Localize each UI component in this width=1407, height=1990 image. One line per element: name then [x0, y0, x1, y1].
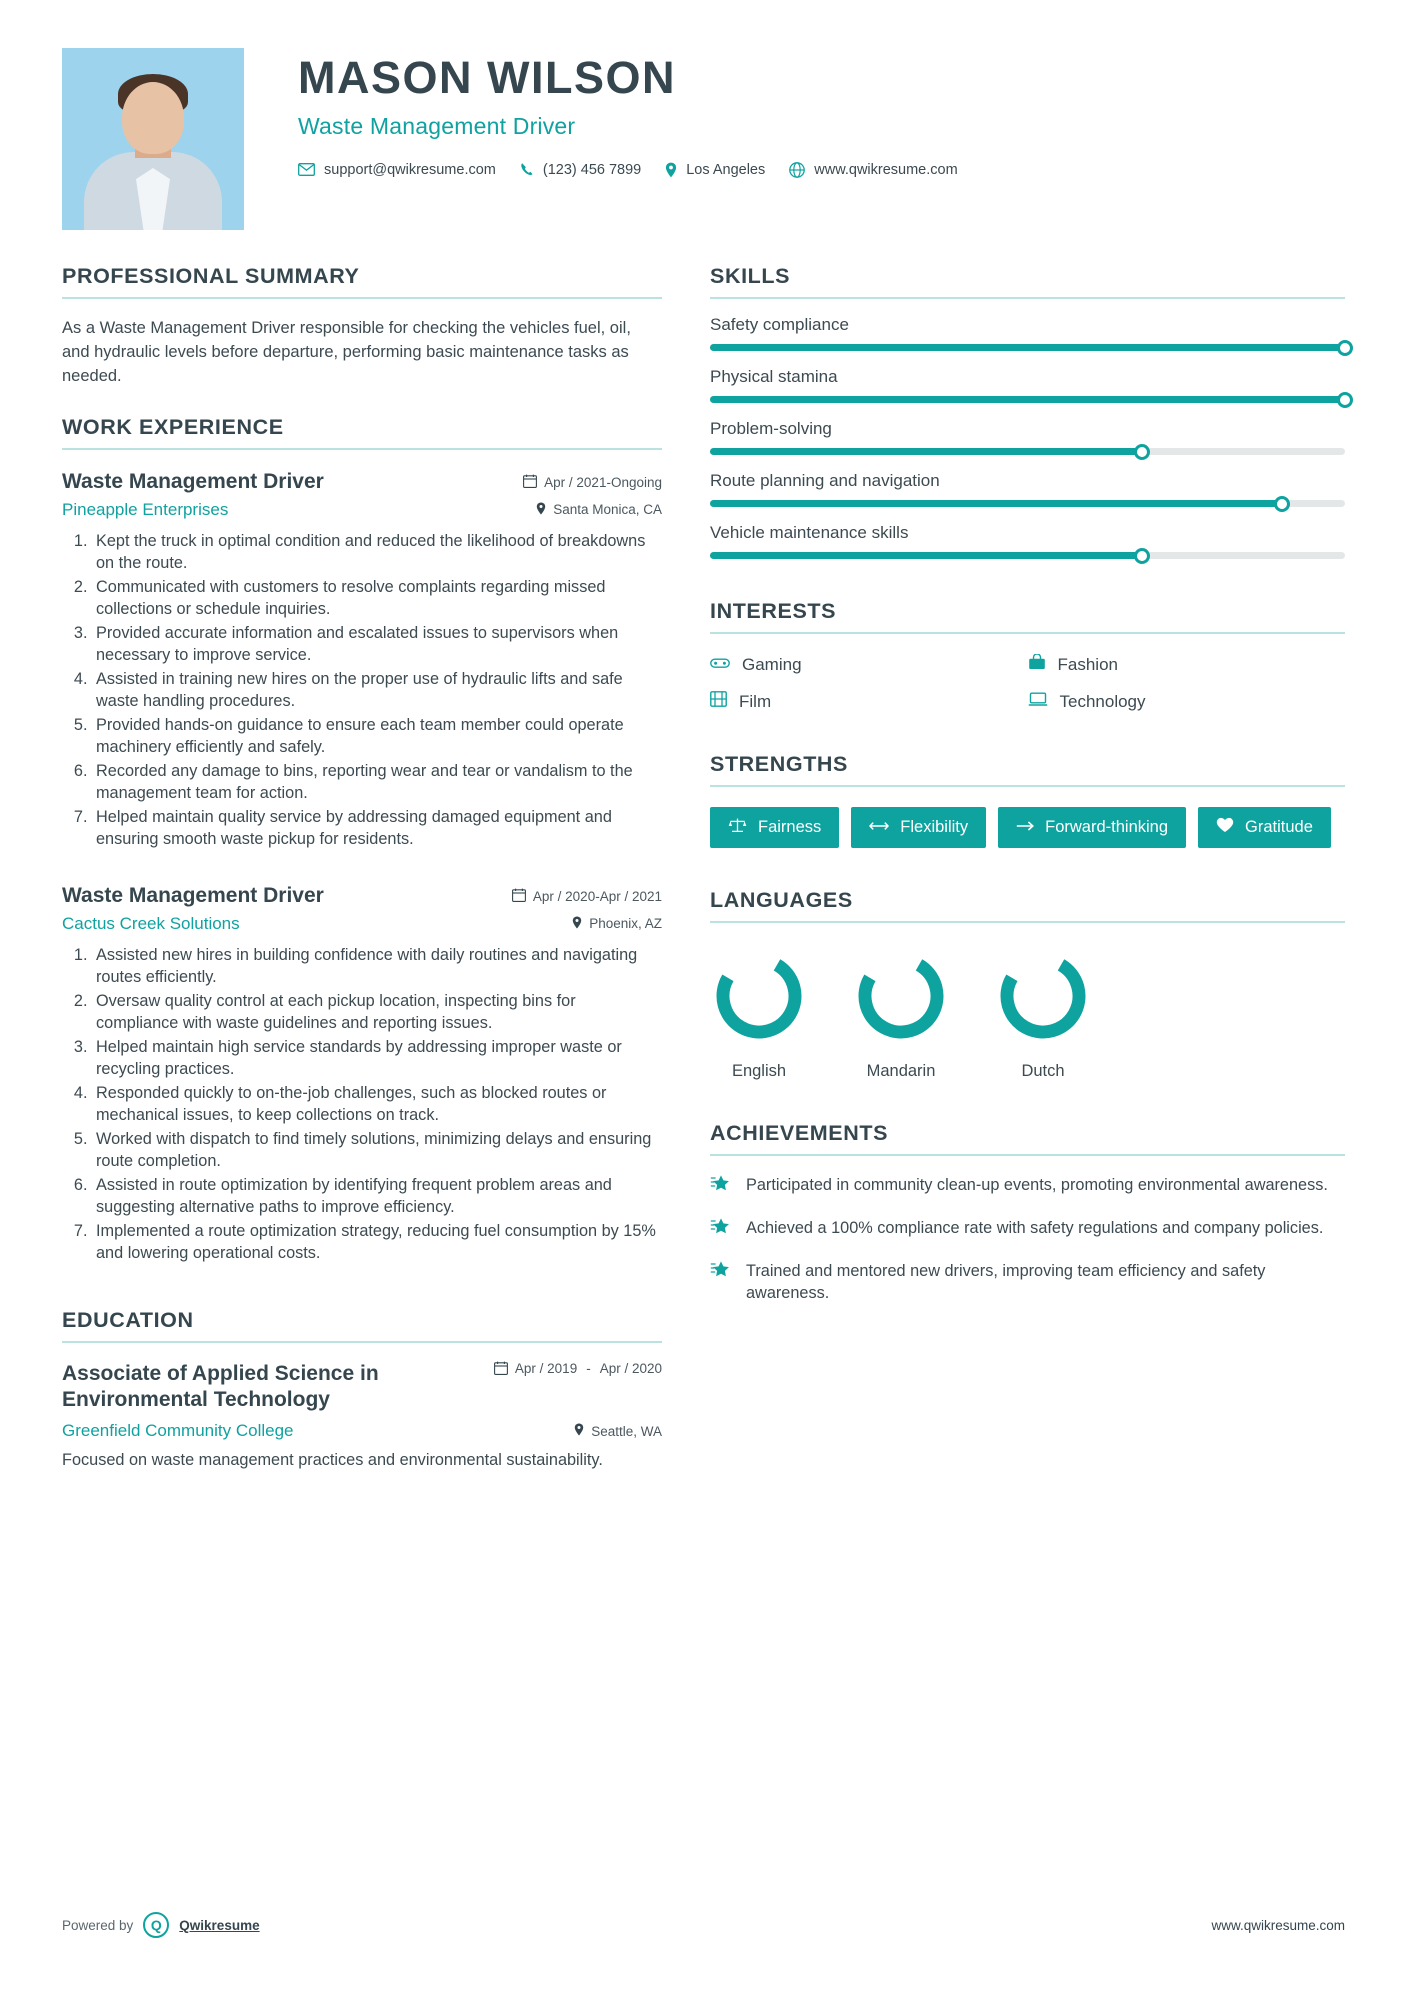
job-dates-text: Apr / 2020-Apr / 2021: [532, 888, 662, 904]
contact-phone[interactable]: [520, 162, 641, 178]
skill-bar: [710, 344, 1345, 351]
achievement-text: Trained and mentored new drivers, improving team efficiency and safety awareness.: [746, 1262, 1266, 1303]
list-item: 7. Helped maintain quality service by addressing damaged equipment and ensuring smooth waste pickup for residents.: [92, 806, 662, 850]
divider: [62, 1341, 662, 1343]
list-item: 4. Assisted in training new hires on the proper use of hydraulic lifts and safe waste handling procedures.: [92, 668, 662, 712]
list-item: 4. Responded quickly to on-the-job challenges, such as blocked routes or mechanical issues, to keep collections on track.: [92, 1082, 662, 1126]
skill-bar: [710, 552, 1345, 559]
laptop-icon: [1028, 692, 1048, 712]
skill-item: [710, 471, 1345, 507]
heart-icon: [1216, 817, 1234, 838]
achievement-text: Achieved a 100% compliance rate with safety regulations and company policies.: [746, 1219, 1324, 1237]
strength-label: Forward-thinking: [1045, 818, 1169, 836]
divider: [62, 297, 662, 299]
achievement-item: [710, 1260, 1345, 1305]
skill-label: Vehicle maintenance skills: [710, 523, 909, 542]
qwikresume-brand-link[interactable]: Qwikresume: [179, 1917, 260, 1933]
list-item: 5. Provided hands-on guidance to ensure each team member could operate machinery efficiently and safely.: [92, 714, 662, 758]
skill-label: Problem-solving: [710, 419, 832, 438]
strength-chip: [710, 807, 839, 848]
avatar: [62, 48, 244, 230]
divider: [710, 785, 1345, 787]
skill-item: [710, 315, 1345, 351]
divider: [710, 297, 1345, 299]
handbag-icon: [1028, 654, 1046, 675]
list-item: 5. Worked with dispatch to find timely solutions, minimizing delays and ensuring route completion.: [92, 1128, 662, 1172]
job-location-text: Santa Monica, CA: [553, 502, 662, 518]
list-item: 6. Recorded any damage to bins, reporting wear and tear or vandalism to the management team for action.: [92, 760, 662, 804]
list-item: 7. Implemented a route optimization strategy, reducing fuel consumption by 15% and lowering operational costs.: [92, 1220, 662, 1264]
header-job-title: Waste Management Driver: [298, 112, 576, 139]
section-work-experience: [62, 415, 662, 1264]
education-description: Focused on waste management practices and environmental sustainability.: [62, 1451, 603, 1470]
strength-label: Flexibility: [900, 818, 969, 836]
education-date-end: Apr / 2020: [599, 1360, 662, 1376]
job-entry: [62, 884, 662, 1264]
calendar-icon: [523, 474, 537, 491]
film-icon: [710, 691, 727, 712]
achievement-text: Participated in community clean-up events, promoting environmental awareness.: [746, 1176, 1328, 1194]
skill-bar: [710, 396, 1345, 403]
section-strengths: [710, 752, 1345, 848]
section-interests: [710, 599, 1345, 712]
contact-location-text: Los Angeles: [686, 161, 766, 178]
job-dates-text: Apr / 2021-Ongoing: [544, 474, 662, 490]
job-dates: [523, 474, 662, 491]
job-location-text: Phoenix, AZ: [589, 916, 662, 932]
page-title: MASON WILSON: [298, 52, 676, 103]
skill-item: [710, 367, 1345, 403]
strength-chip: [1198, 807, 1331, 848]
location-pin-icon: [572, 916, 582, 932]
language-progress-ring: [996, 949, 1090, 1043]
skill-item: [710, 523, 1345, 559]
skill-label: Safety compliance: [710, 315, 849, 334]
education-degree: Associate of Applied Science in Environmental Technology: [62, 1361, 379, 1412]
section-title-interests: INTERESTS: [710, 599, 837, 623]
skill-bar: [710, 500, 1345, 507]
calendar-icon: [512, 888, 526, 905]
list-item: 1. Assisted new hires in building confidence with daily routines and navigating routes efficiently.: [92, 944, 662, 988]
section-title-achievements: ACHIEVEMENTS: [710, 1121, 889, 1145]
envelope-icon: [298, 163, 315, 176]
interest-item: [710, 691, 1028, 712]
section-education: [62, 1308, 662, 1472]
list-item: 2. Oversaw quality control at each pickup location, inspecting bins for compliance with waste guidelines and reporting issues.: [92, 990, 662, 1034]
contact-location[interactable]: [665, 162, 765, 178]
resume-header: [62, 48, 1345, 230]
skill-item: [710, 419, 1345, 455]
interest-label: Technology: [1059, 691, 1146, 711]
language-item: [710, 949, 808, 1081]
job-duty-list: [62, 944, 662, 1264]
language-item: [994, 949, 1092, 1081]
location-pin-icon: [574, 1423, 584, 1439]
education-location: [574, 1423, 662, 1439]
star-badge-icon: [710, 1260, 732, 1305]
divider: [62, 448, 662, 450]
contact-phone-text: (123) 456 7899: [542, 161, 642, 178]
language-label: Dutch: [1021, 1062, 1065, 1080]
divider: [710, 921, 1345, 923]
interest-item: [710, 654, 1028, 675]
interest-label: Film: [739, 691, 772, 711]
footer-website[interactable]: www.qwikresume.com: [1211, 1917, 1345, 1933]
divider: [710, 1154, 1345, 1156]
skill-bar: [710, 448, 1345, 455]
language-progress-ring: [712, 949, 806, 1043]
education-date-start: Apr / 2019: [514, 1360, 578, 1376]
strength-label: Fairness: [758, 818, 822, 836]
education-dates: Apr / 2019 - Apr / 2020: [494, 1361, 662, 1378]
summary-text: As a Waste Management Driver responsible for checking the vehicles fuel, oil, and hydraulic levels before departure, performing basic maintenance tasks as needed.: [62, 319, 631, 385]
job-role: Waste Management Driver: [62, 469, 324, 493]
star-badge-icon: [710, 1217, 732, 1242]
job-role: Waste Management Driver: [62, 883, 324, 907]
calendar-icon: [494, 1361, 508, 1378]
page-footer: [62, 1912, 1345, 1938]
powered-by: [62, 1912, 260, 1938]
list-item: 2. Communicated with customers to resolve complaints regarding missed collections or schedule inquiries.: [92, 576, 662, 620]
list-item: 1. Kept the truck in optimal condition and reduced the likelihood of breakdowns on the route.: [92, 530, 662, 574]
right-column: [662, 264, 1345, 1331]
list-item: 3. Helped maintain high service standards by addressing improper waste or recycling practices.: [92, 1036, 662, 1080]
job-dates: [512, 888, 662, 905]
location-pin-icon: [536, 502, 546, 518]
strength-chip: [851, 807, 986, 848]
section-title-summary: PROFESSIONAL SUMMARY: [62, 264, 360, 288]
section-title-work: WORK EXPERIENCE: [62, 414, 284, 439]
section-achievements: [710, 1121, 1345, 1305]
achievement-item: [710, 1174, 1345, 1199]
list-item: 6. Assisted in route optimization by identifying frequent problem areas and suggesting alternative paths to improve efficiency.: [92, 1174, 662, 1218]
gamepad-icon: [710, 655, 730, 675]
section-title-languages: LANGUAGES: [710, 888, 853, 912]
job-entry: [62, 470, 662, 850]
language-label: Mandarin: [866, 1062, 936, 1080]
arrow-right-icon: [1016, 818, 1034, 837]
education-school: Greenfield Community College: [62, 1421, 294, 1441]
language-item: [852, 949, 950, 1081]
job-company: Pineapple Enterprises: [62, 499, 229, 519]
job-duty-list: [62, 530, 662, 850]
skill-label: Route planning and navigation: [710, 471, 940, 490]
section-title-skills: SKILLS: [710, 264, 791, 288]
section-title-education: EDUCATION: [62, 1307, 194, 1332]
job-company: Cactus Creek Solutions: [62, 913, 240, 933]
interest-label: Gaming: [742, 654, 802, 674]
education-location-text: Seattle, WA: [591, 1423, 662, 1439]
star-badge-icon: [710, 1174, 732, 1199]
left-column: [62, 264, 662, 1498]
contact-website-text: www.qwikresume.com: [814, 161, 958, 178]
contact-email-text: support@qwikresume.com: [324, 161, 496, 178]
strength-label: Gratitude: [1245, 818, 1313, 836]
interest-item: [1028, 691, 1346, 712]
contact-website[interactable]: [789, 162, 957, 178]
section-title-strengths: STRENGTHS: [710, 752, 848, 776]
job-location: [572, 916, 662, 932]
strength-chip: [998, 807, 1186, 848]
powered-by-label: Powered by: [62, 1917, 134, 1933]
contact-list: [298, 162, 1345, 178]
section-languages: [710, 888, 1345, 1081]
contact-email[interactable]: [298, 162, 496, 178]
scales-icon: [728, 817, 747, 838]
qwikresume-logo-icon: [143, 1912, 169, 1938]
divider: [710, 632, 1345, 634]
section-skills: [710, 264, 1345, 559]
location-pin-icon: [665, 162, 677, 178]
interest-label: Fashion: [1057, 654, 1118, 674]
section-professional-summary: [62, 264, 662, 389]
interest-item: [1028, 654, 1346, 675]
language-progress-ring: [854, 949, 948, 1043]
job-location: [536, 502, 662, 518]
list-item: 3. Provided accurate information and escalated issues to supervisors when necessary to improve service.: [92, 622, 662, 666]
language-label: English: [731, 1062, 787, 1080]
globe-icon: [789, 162, 805, 178]
arrows-horizontal-icon: [869, 818, 889, 837]
achievement-item: [710, 1217, 1345, 1242]
phone-icon: [520, 162, 534, 177]
qwikresume-logo-mark: Q: [150, 1917, 162, 1933]
skill-label: Physical stamina: [710, 367, 838, 386]
